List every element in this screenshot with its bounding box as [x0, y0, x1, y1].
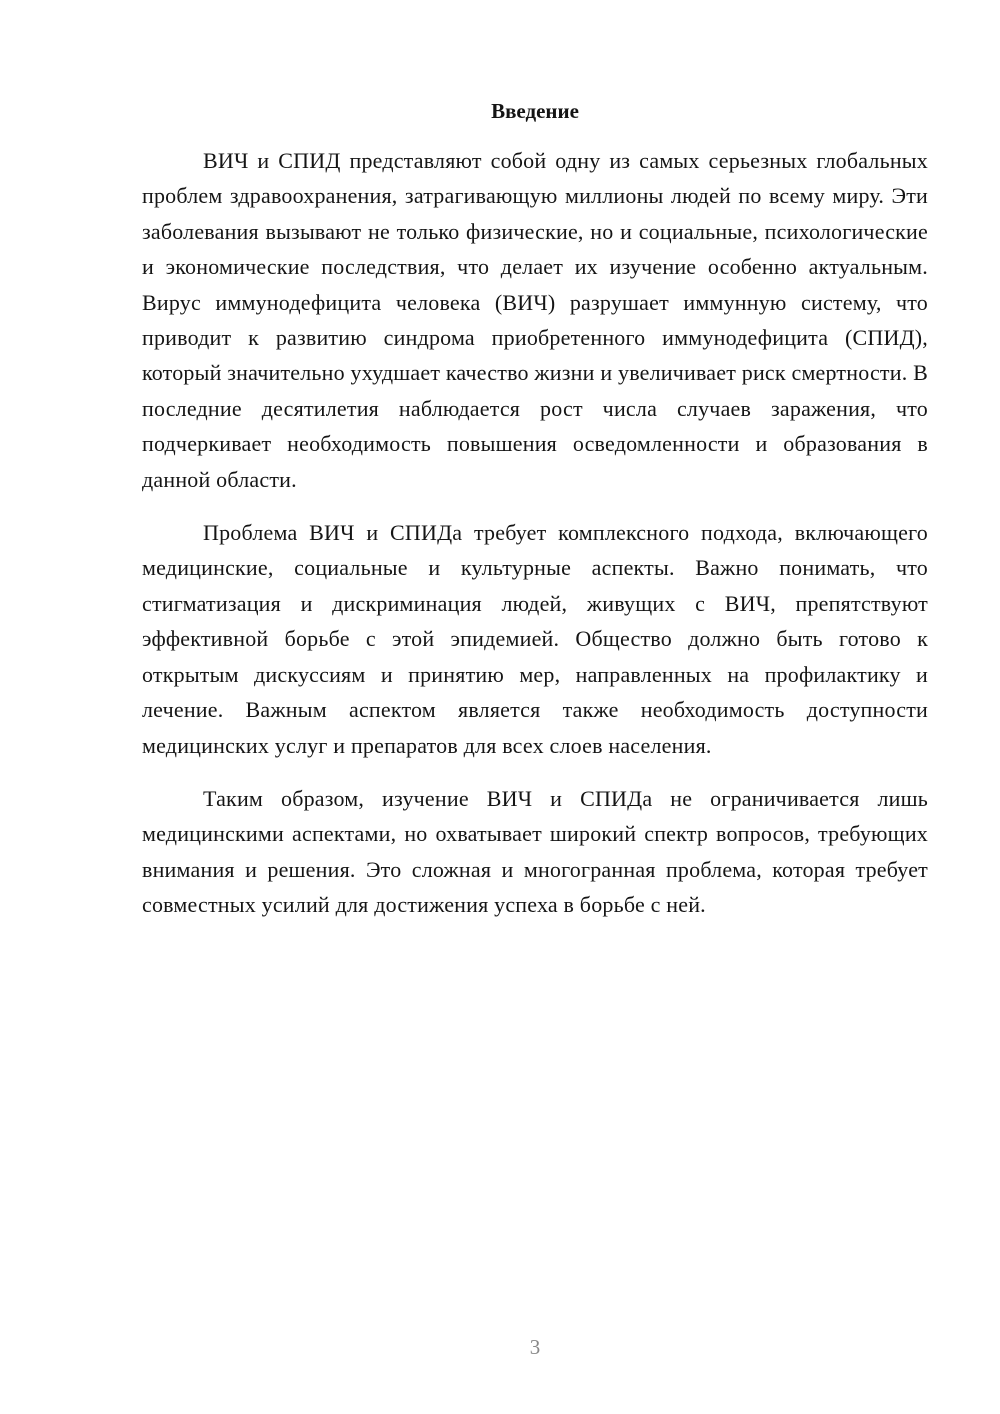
paragraph-1: ВИЧ и СПИД представляют собой одну из самых серьезных глобальных проблем здравоохранения, затрагивающую миллионы людей по всему миру. Эти заболевания вызывают не только физические, но и социальные, психологические и экономические последствия, что делает их изучение особенно актуальным. Вирус иммунодефицита человека (ВИЧ) разрушает иммунную систему, что приводит к развитию синдрома приобретенного иммунодефицита (СПИД), который значительно ухудшает качество жизни и увеличивает риск смертности. В последние десятилетия наблюдается рост числа случаев заражения, что подчеркивает необходимость повышения осведомленности и образования в данной области. [142, 148, 928, 492]
page-number: 3 [529, 1335, 541, 1359]
paragraph-2: Проблема ВИЧ и СПИДа требует комплексного подхода, включающего медицинские, социальные и культурные аспекты. Важно понимать, что стигматизация и дискриминация людей, живущих с ВИЧ, препятствуют эффективной борьбе с этой эпидемией. Общество должно быть готово к открытым дискуссиям и принятию мер, направленных на профилактику и лечение. Важным аспектом является также необходимость доступности медицинских услуг и препаратов для всех слоев населения. [142, 520, 928, 758]
body-text [142, 143, 928, 941]
page-title: Введение [491, 99, 579, 123]
paragraph-3: Таким образом, изучение ВИЧ и СПИДа не ограничивается лишь медицинскими аспектами, но охватывает широкий спектр вопросов, требующих внимания и решения. Это сложная и многогранная проблема, которая требует совместных усилий для достижения успеха в борьбе с ней. [142, 785, 928, 918]
